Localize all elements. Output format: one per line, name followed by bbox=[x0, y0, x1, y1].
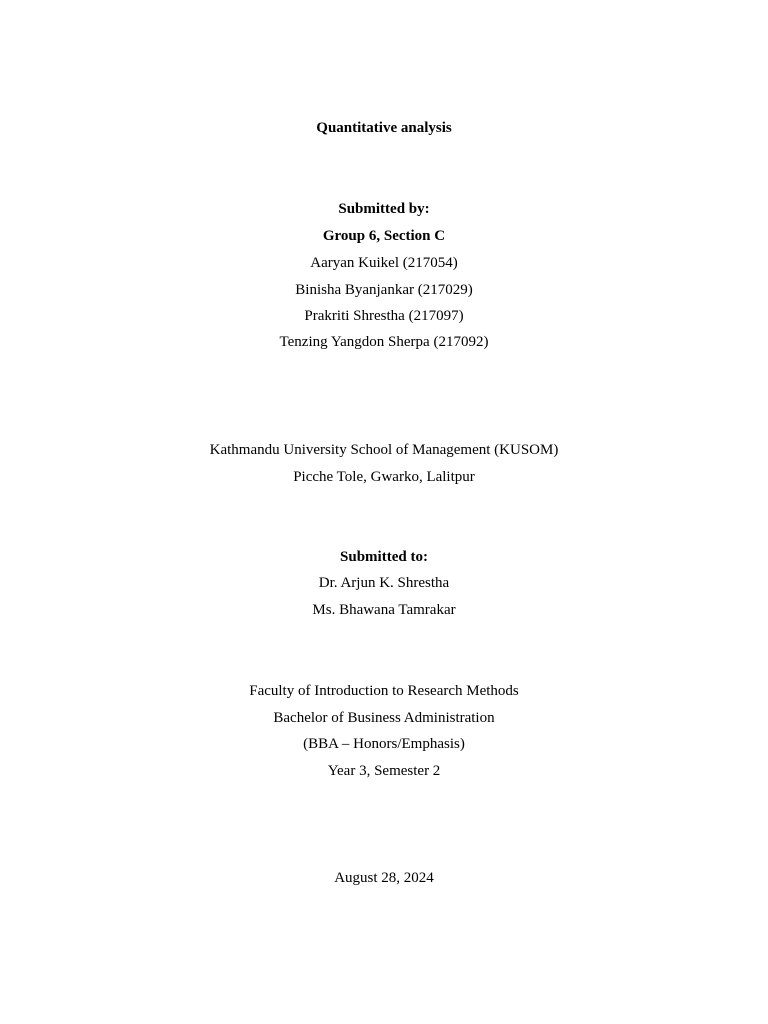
program-line: Bachelor of Business Administration bbox=[273, 710, 495, 726]
member-name: Binisha Byanjankar (217029) bbox=[295, 282, 473, 298]
member-name: Aaryan Kuikel (217054) bbox=[310, 255, 458, 271]
term-line: Year 3, Semester 2 bbox=[327, 763, 441, 779]
faculty-line: Faculty of Introduction to Research Methods bbox=[249, 683, 519, 699]
recipient-name: Dr. Arjun K. Shrestha bbox=[318, 575, 450, 591]
institution-address: Picche Tole, Gwarko, Lalitpur bbox=[293, 469, 475, 485]
group-label: Group 6, Section C bbox=[322, 228, 446, 244]
document-title: Quantitative analysis bbox=[316, 120, 452, 136]
track-line: (BBA – Honors/Emphasis) bbox=[303, 736, 465, 752]
institution-name: Kathmandu University School of Management (KUSOM) bbox=[209, 442, 559, 458]
submitted-by-heading: Submitted by: bbox=[338, 201, 430, 217]
submission-date: August 28, 2024 bbox=[334, 870, 434, 886]
member-name: Tenzing Yangdon Sherpa (217092) bbox=[279, 334, 489, 350]
recipient-name: Ms. Bhawana Tamrakar bbox=[312, 602, 456, 618]
member-name: Prakriti Shrestha (217097) bbox=[304, 308, 464, 324]
submitted-to-heading: Submitted to: bbox=[340, 549, 428, 565]
